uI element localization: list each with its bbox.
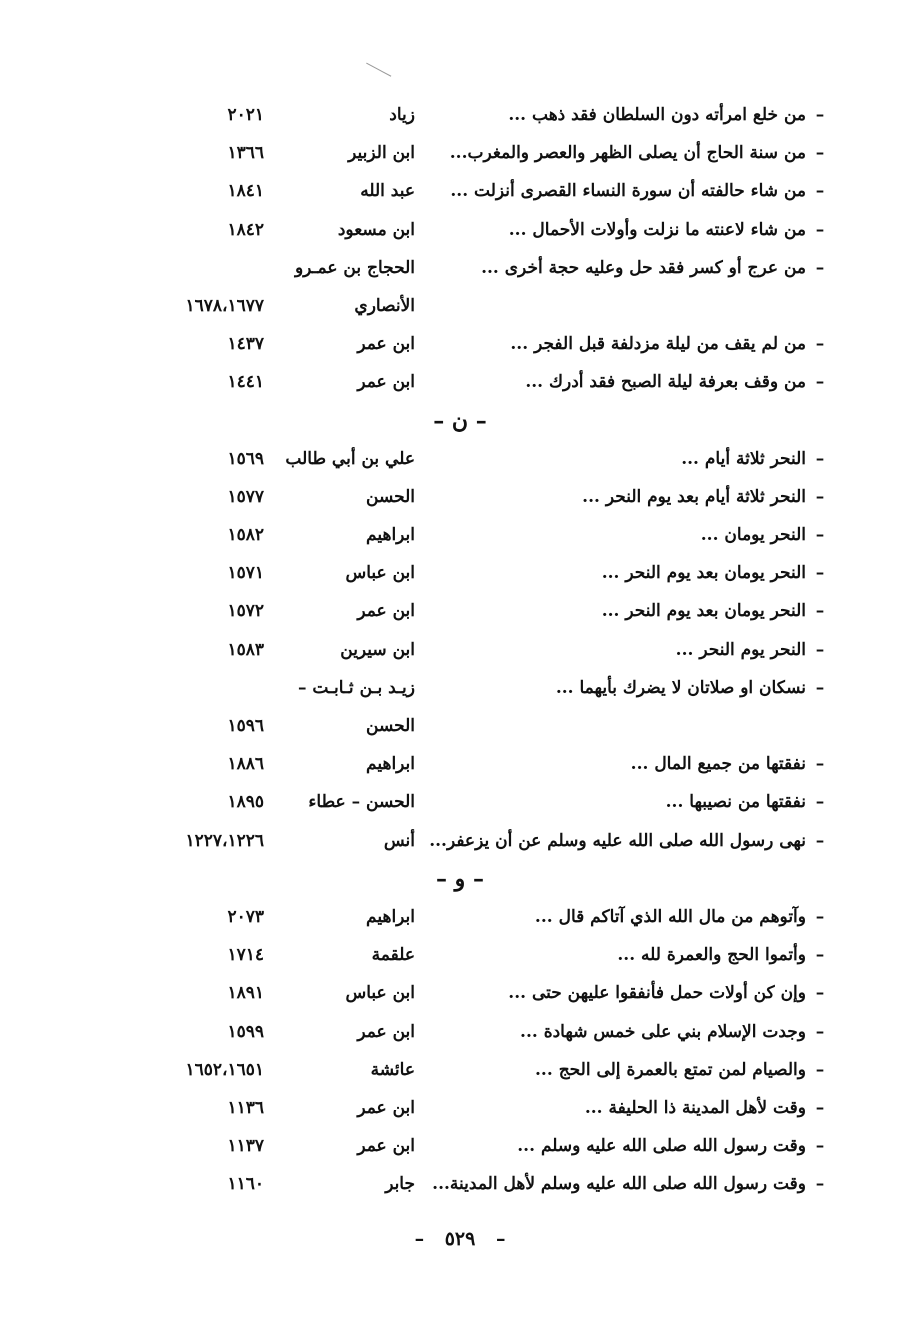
hadith-text: والصيام لمن تمتع بالعمرة إلى الحج ... (535, 1059, 806, 1080)
narrator-name: ابن عمر (357, 1021, 415, 1042)
hadith-text: النحر يومان بعد يوم النحر ... (601, 601, 806, 622)
narrator-name: ابن مسعود (337, 219, 415, 240)
page-number: ٥٢٩ (444, 1228, 476, 1250)
index-entry (0, 554, 920, 592)
hadith-text: النحر يومان بعد يوم النحر ... (601, 563, 806, 584)
hadith-number: ١٥٧٢ (227, 601, 264, 622)
footer-dash-right: – (414, 1228, 425, 1250)
index-entry (0, 1051, 920, 1089)
hadith-number: ١٤٣٧ (227, 334, 264, 355)
index-entry (0, 1127, 920, 1165)
hadith-text: وجدت الإسلام بني على خمس شهادة ... (520, 1021, 806, 1042)
hadith-number: ١٣٦٦ (227, 143, 264, 164)
entry-dash: – (815, 486, 825, 507)
index-entry (0, 707, 920, 745)
index-entry (0, 1089, 920, 1127)
hadith-number: ١٧١٤ (227, 945, 264, 966)
hadith-text: من شاء لاعنته ما نزلت وأولات الأحمال ... (508, 219, 806, 240)
hadith-number: ١١٣٧ (227, 1136, 264, 1157)
entry-dash: – (815, 1021, 825, 1042)
narrator-name: ابن سيرين (340, 639, 415, 660)
narrator-name: الحسن (366, 486, 415, 507)
index-entry (0, 363, 920, 401)
index-entry (0, 440, 920, 478)
narrator-name: ابن عمر (357, 601, 415, 622)
hadith-text: وإن كن أولات حمل فأنفقوا عليهن حتى ... (508, 983, 806, 1004)
hadith-number: ١٥٧١ (227, 563, 264, 584)
section-header (0, 402, 920, 440)
hadith-number: ١٥٩٩ (227, 1021, 264, 1042)
narrator-name: ابراهيم (366, 754, 415, 775)
entry-dash: – (815, 945, 825, 966)
narrator-name: الحجاج بن عمـرو (294, 257, 415, 278)
index-entry (0, 898, 920, 936)
hadith-text: من وقف بعرفة ليلة الصبح فقد أدرك ... (525, 372, 806, 393)
hadith-text: من سنة الحاج أن يصلى الظهر والعصر والمغرب... (449, 143, 806, 164)
hadith-number: ١٦٧٨،١٦٧٧ (185, 295, 264, 316)
index-entry (0, 96, 920, 134)
hadith-number: ١٨٨٦ (227, 754, 264, 775)
entry-dash: – (815, 792, 825, 813)
entry-dash: – (815, 983, 825, 1004)
entry-dash: – (815, 219, 825, 240)
hadith-text: من خلع امرأته دون السلطان فقد ذهب ... (508, 105, 806, 125)
entry-dash: – (815, 181, 825, 202)
index-entry (0, 822, 920, 860)
entry-dash: – (815, 601, 825, 622)
entry-dash: – (815, 639, 825, 660)
hadith-text: وآتوهم من مال الله الذي آتاكم قال ... (534, 906, 806, 927)
index-entry (0, 516, 920, 554)
index-entry (0, 592, 920, 630)
entry-dash: – (815, 143, 825, 164)
hadith-text: نفقتها من جميع المال ... (630, 754, 806, 775)
hadith-text: النحر يوم النحر ... (675, 639, 806, 660)
hadith-number: ١٥٦٩ (227, 448, 264, 469)
index-entry (0, 1165, 920, 1203)
hadith-text: نسكان او صلاتان لا يضرك بأيهما ... (555, 677, 806, 698)
narrator-name: جابر (385, 1174, 415, 1195)
hadith-number: ١٥٧٧ (227, 486, 264, 507)
index-entry (0, 287, 920, 325)
narrator-name: زيـد بـن ثـابـت – (297, 677, 415, 698)
entry-dash: – (815, 1136, 825, 1157)
narrator-name: ابن عمر (357, 1097, 415, 1118)
narrator-name: ابن عباس (345, 983, 415, 1004)
narrator-name: أنس (383, 830, 415, 851)
narrator-name: علي بن أبي طالب (285, 448, 415, 469)
narrator-name: عبد الله (360, 181, 415, 202)
hadith-number: ١١٣٦ (227, 1097, 264, 1118)
hadith-text: النحر ثلاثة أيام بعد يوم النحر ... (582, 486, 806, 507)
entry-dash: – (815, 1097, 825, 1118)
index-entry (0, 211, 920, 249)
section-header (0, 860, 920, 898)
hadith-text: من لم يقف من ليلة مزدلفة قبل الفجر ... (510, 334, 806, 355)
entry-dash: – (815, 563, 825, 584)
hadith-text: من عرج أو كسر فقد حل وعليه حجة أخرى ... (481, 257, 806, 278)
index-entry (0, 172, 920, 210)
index-entry (0, 478, 920, 516)
hadith-text: وأتموا الحج والعمرة لله ... (617, 945, 806, 966)
footer-dash-left: – (495, 1228, 506, 1250)
index-entry (0, 669, 920, 707)
entry-dash: – (815, 257, 825, 278)
index-entry (0, 745, 920, 783)
hadith-number: ٢٠٢١ (227, 105, 264, 125)
section-letter: – ن – (433, 407, 487, 434)
narrator-name: ابن عباس (345, 563, 415, 584)
hadith-text: نفقتها من نصيبها ... (665, 792, 806, 813)
entry-dash: – (815, 334, 825, 355)
entry-dash: – (815, 830, 825, 851)
narrator-name: ابن عمر (357, 1136, 415, 1157)
index-entry (0, 249, 920, 287)
index-entry (0, 974, 920, 1012)
entry-dash: – (815, 754, 825, 775)
hadith-text: وقت رسول الله صلى الله عليه وسلم ... (517, 1136, 806, 1157)
entry-dash: – (815, 525, 825, 546)
entry-dash: – (815, 1174, 825, 1195)
index-entry (0, 1013, 920, 1051)
index-entry (0, 631, 920, 669)
narrator-name: ابن عمر (357, 372, 415, 393)
index-entry (0, 936, 920, 974)
hadith-number: ١١٦٠ (227, 1174, 264, 1195)
page-footer (0, 1228, 920, 1250)
narrator-name: ابراهيم (366, 906, 415, 927)
entry-dash: – (815, 372, 825, 393)
hadith-number: ١٨٤١ (227, 181, 264, 202)
hadith-number: ١٤٤١ (227, 372, 264, 393)
hadith-number: ١٢٢٧،١٢٢٦ (185, 830, 264, 851)
hadith-number: ١٦٥٢،١٦٥١ (185, 1059, 264, 1080)
hadith-number: ١٥٨٣ (227, 639, 264, 660)
hadith-index-list (0, 96, 920, 1203)
entry-dash: – (815, 1059, 825, 1080)
hadith-text: النحر يومان ... (700, 525, 806, 546)
narrator-name: زياد (389, 105, 415, 125)
narrator-name: ابن الزبير (348, 143, 415, 164)
section-letter: – و – (436, 865, 484, 892)
narrator-name: الحسن – عطاء (308, 792, 415, 813)
hadith-text: وقت لأهل المدينة ذا الحليفة ... (584, 1097, 806, 1118)
index-entry (0, 783, 920, 821)
narrator-name: عائشة (370, 1059, 415, 1080)
entry-dash: – (815, 105, 825, 125)
hadith-text: النحر ثلاثة أيام ... (681, 448, 806, 469)
entry-dash: – (815, 906, 825, 927)
hadith-text: نهى رسول الله صلى الله عليه وسلم عن أن يزعفر... (429, 830, 806, 851)
hadith-number: ١٨٤٢ (227, 219, 264, 240)
hadith-number: ١٨٩٥ (227, 792, 264, 813)
scan-mark (366, 50, 398, 76)
hadith-number: ١٥٩٦ (227, 716, 264, 736)
narrator-name: الحسن (366, 716, 415, 736)
entry-dash: – (815, 677, 825, 698)
hadith-number: ١٨٩١ (227, 983, 264, 1004)
index-entry (0, 134, 920, 172)
narrator-name: علقمة (371, 945, 415, 966)
entry-dash: – (815, 448, 825, 469)
index-entry (0, 325, 920, 363)
hadith-text: من شاء حالفته أن سورة النساء القصرى أنزلت ... (450, 181, 806, 202)
narrator-name: ابن عمر (357, 334, 415, 355)
hadith-number: ٢٠٧٣ (227, 906, 264, 927)
hadith-number: ١٥٨٢ (227, 525, 264, 546)
narrator-name: ابراهيم (366, 525, 415, 546)
narrator-name: الأنصاري (354, 295, 415, 316)
hadith-text: وقت رسول الله صلى الله عليه وسلم لأهل المدينة... (432, 1174, 806, 1195)
